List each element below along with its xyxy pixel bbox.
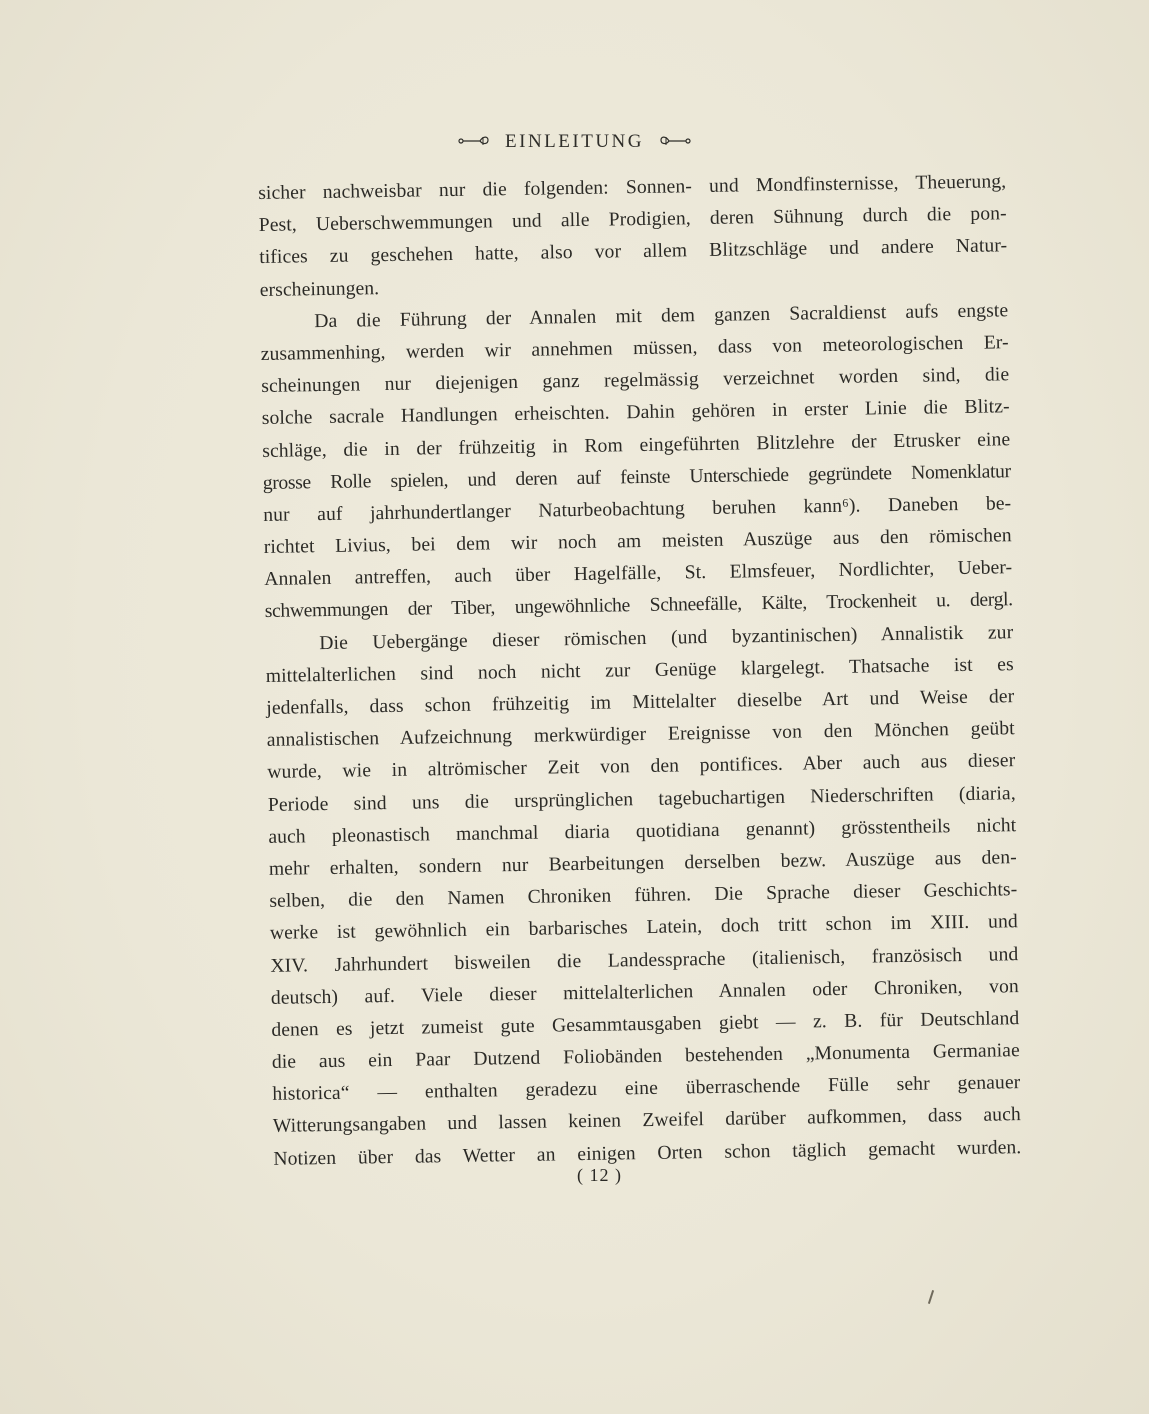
text-line: deutsch) auf. Viele dieser mittelalterlichen Annalen oder Chroniken, von — [270, 975, 1019, 1009]
text-line: Periode sind uns die ursprünglichen tagebuchartigen Niederschriften (diaria, — [267, 782, 1016, 816]
paragraph-first-line: Da die Führung der Annalen mit dem ganzen Sacraldienst aufs engste — [314, 299, 1009, 332]
pencil-mark — [928, 1290, 934, 1304]
text-line: sicher nachweisbar nur die folgenden: Sonnen- und Mondfinsternisse, Theuerung, — [258, 171, 1007, 204]
text-line: Annalen antreffen, auch über Hagelfälle, St. Elmsfeuer, Nordlichter, Ueber- — [264, 557, 1013, 591]
text-line: tifices zu geschehen hatte, also vor allem Blitzschläge und andere Natur- — [259, 235, 1008, 269]
text-line: Witterungsangaben und lassen keinen Zweifel darüber aufkommen, dass auch — [272, 1104, 1021, 1138]
text-line: erscheinungen. — [259, 277, 380, 301]
body-text — [258, 166, 1022, 1175]
text-line: XIV. Jahrhundert bisweilen die Landessprache (italienisch, französisch und — [270, 943, 1019, 977]
text-line: auch pleonastisch manchmal diaria quotidiana genannt) grösstentheils nicht — [268, 814, 1017, 848]
text-line: richtet Livius, bei dem wir noch am meisten Auszüge aus den römischen — [263, 525, 1012, 559]
page-number: ( 12 ) — [577, 1165, 622, 1185]
paragraph-first-line: Die Uebergänge dieser römischen (und byzantinischen) Annalistik zur — [319, 621, 1014, 654]
text-line: zusammenhing, werden wir annehmen müssen, dass von meteorologischen Er- — [260, 332, 1009, 365]
text-line: wurde, wie in altrömischer Zeit von den pontifices. Aber auch aus dieser — [267, 750, 1016, 784]
text-line: Pest, Ueberschwemmungen und alle Prodigien, deren Sühnung durch die pon- — [258, 203, 1007, 237]
text-line: die aus ein Paar Dutzend Foliobänden bestehenden „Monumenta Germaniae — [271, 1040, 1020, 1073]
text-line: denen es jetzt zumeist gute Gesammtausgaben giebt — z. B. für Deutschland — [271, 1008, 1020, 1041]
page-title: EINLEITUNG — [505, 131, 644, 152]
text-line: selben, die den Namen Chroniken führen. Die Sprache dieser Geschichts- — [269, 879, 1018, 913]
running-header — [0, 131, 1149, 154]
text-line: Notizen über das Wetter an einigen Orten schon täglich gemacht wurden. — [273, 1136, 1022, 1170]
text-line: historica“ — enthalten geradezu eine überraschende Fülle sehr genauer — [272, 1072, 1021, 1106]
text-line: solche sacrale Handlungen erheischten. Dahin gehören in erster Linie die Blitz- — [261, 396, 1010, 430]
left-ornament-icon — [458, 132, 492, 154]
text-line: mittelalterlichen sind noch nicht zur Genüge klargelegt. Thatsache ist es — [265, 654, 1014, 687]
text-line: schläge, die in der frühzeitig in Rom eingeführten Blitzlehre der Etrusker eine — [262, 428, 1011, 462]
text-line: scheinungen nur diejenigen ganz regelmässig verzeichnet worden sind, die — [261, 364, 1010, 398]
text-line: mehr erhalten, sondern nur Bearbeitungen derselben bezw. Auszüge aus den- — [268, 847, 1017, 880]
text-line: jedenfalls, dass schon frühzeitig im Mittelalter dieselbe Art und Weise der — [266, 686, 1015, 719]
text-line: schwemmungen der Tiber, ungewöhnliche Schneefälle, Kälte, Trockenheit u. dergl. — [264, 589, 1013, 623]
text-line: werke ist gewöhnlich ein barbarisches Latein, doch tritt schon im XIII. und — [269, 911, 1018, 945]
text-line: grosse Rolle spielen, und deren auf feinste Unterschiede gegründete Nomenklatur — [262, 460, 1011, 494]
right-ornament-icon — [657, 132, 691, 154]
text-line: nur auf jahrhundertlanger Naturbeobachtung beruhen kann⁶). Daneben be- — [263, 493, 1012, 526]
text-line: annalistischen Aufzeichnung merkwürdiger Ereignisse von den Mönchen geübt — [266, 718, 1015, 752]
